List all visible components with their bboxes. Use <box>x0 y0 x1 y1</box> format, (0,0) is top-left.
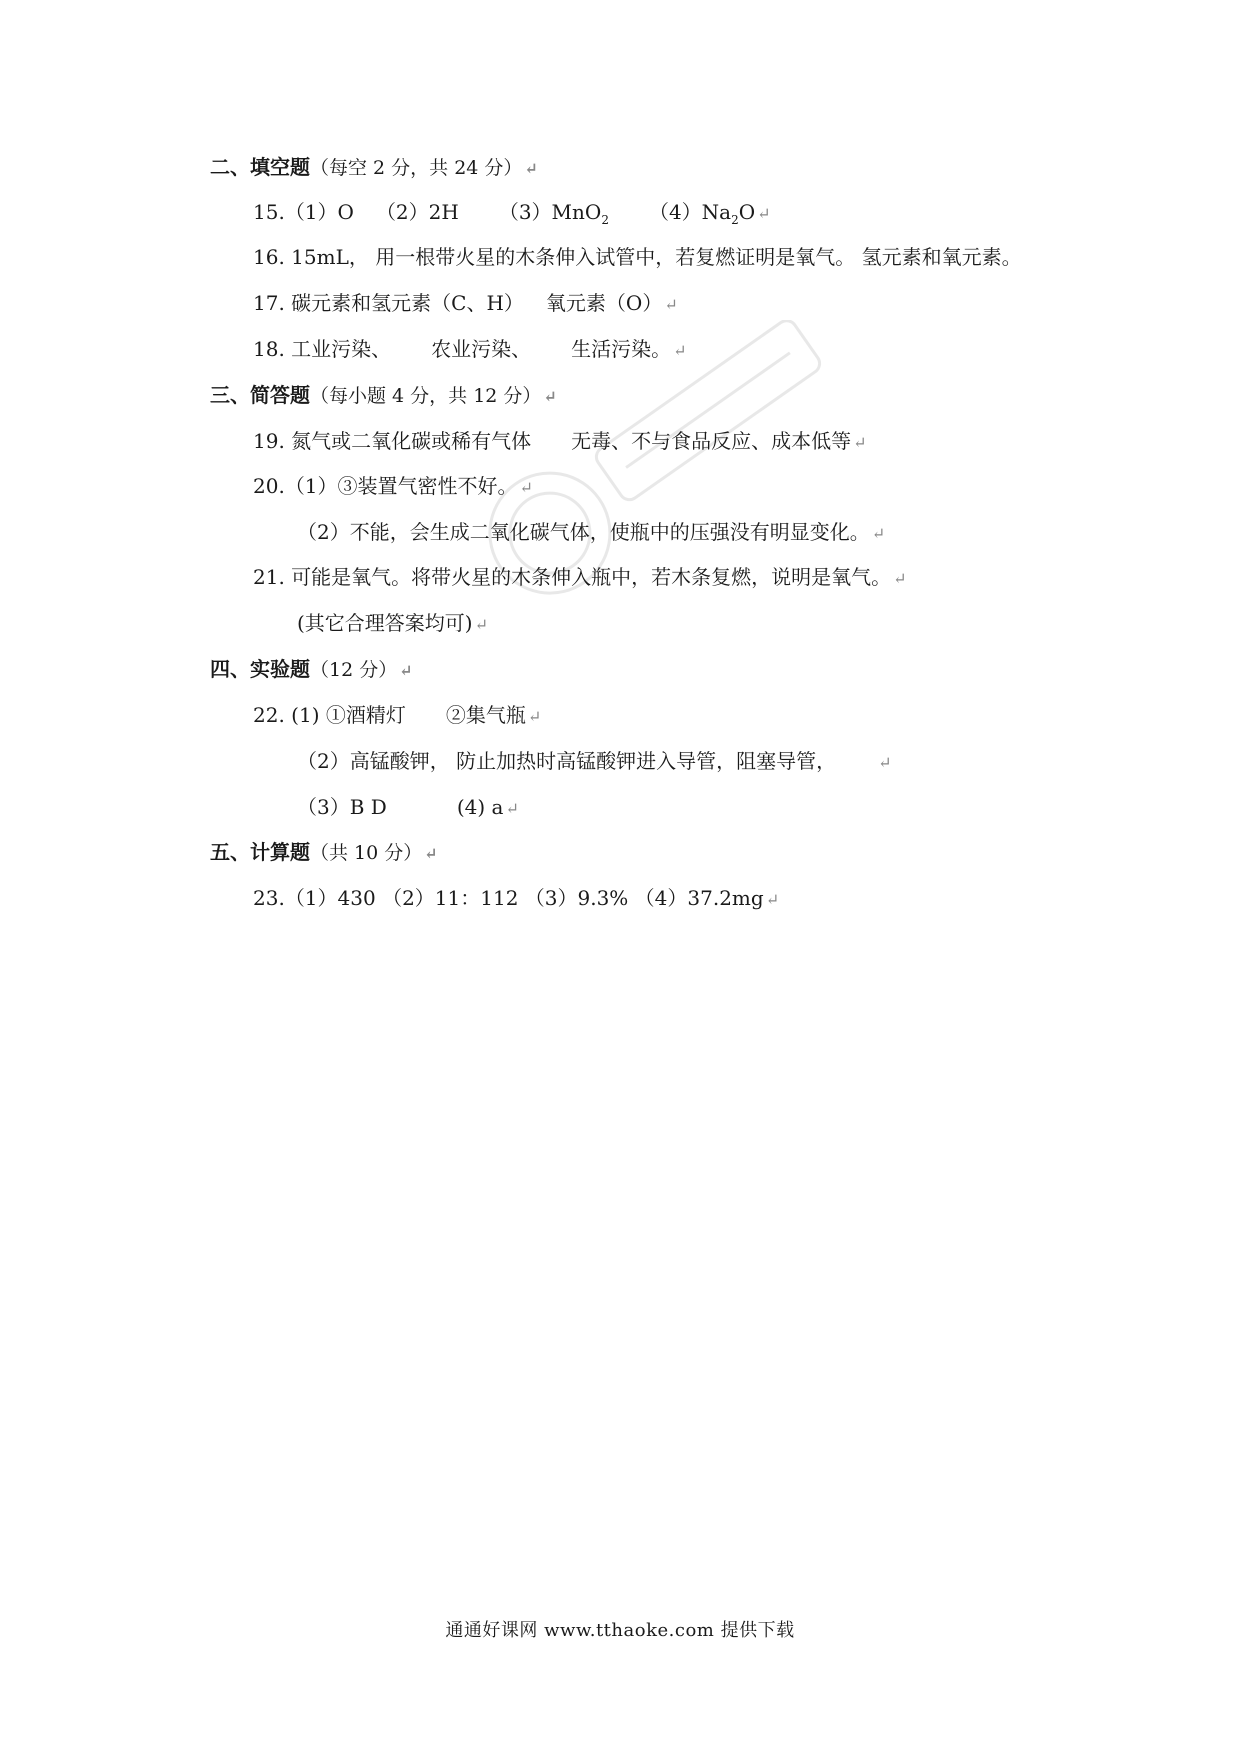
answer-part: (1) ①酒精灯 <box>291 703 406 727</box>
question-number: 23. <box>253 886 285 910</box>
answer-text: 可能是氧气。将带火星的木条伸入瓶中，若木条复燃，说明是氧气。 <box>291 565 892 589</box>
answer-18 <box>253 335 687 365</box>
section-note: （共 10 分） <box>310 842 423 864</box>
paragraph-mark-icon: ↵ <box>505 799 519 818</box>
answer-text: （1）③装置气密性不好。 <box>284 474 518 498</box>
paragraph-mark-icon: ↵ <box>871 524 886 543</box>
paragraph-mark-icon: ↵ <box>474 615 489 634</box>
section-note: （每空 2 分，共 24 分） <box>310 157 523 179</box>
section-title: 五、计算题 <box>210 840 310 864</box>
subscript: 2 <box>731 213 739 227</box>
answer-part: 工业污染、 <box>291 337 392 361</box>
answer-part: 氮气或二氧化碳或稀有气体 <box>291 429 532 453</box>
answer-part: （3）B D <box>297 795 387 819</box>
section-note: （12 分） <box>310 659 398 681</box>
answer-16 <box>253 243 1022 271</box>
question-number: 18. <box>253 337 285 361</box>
paragraph-mark-icon: ↵ <box>399 661 413 680</box>
paragraph-mark-icon: ↵ <box>519 478 533 497</box>
answer-19 <box>253 427 867 457</box>
paragraph-mark-icon: ↵ <box>673 341 687 360</box>
section-title: 四、实验题 <box>210 657 310 681</box>
question-number: 17. <box>253 291 285 315</box>
section-short-answer-heading <box>210 381 557 411</box>
answer-text: （1）430 （2）11：112 （3）9.3% （4）37.2mg <box>284 886 764 910</box>
answer-part: (4) a <box>456 795 504 819</box>
paragraph-mark-icon: ↵ <box>853 433 867 452</box>
section-title: 三、简答题 <box>210 383 310 407</box>
answer-22-part2 <box>297 747 892 777</box>
paragraph-mark-icon: ↵ <box>893 569 907 588</box>
answer-part: 氧元素（O） <box>545 291 663 315</box>
paragraph-mark-icon: ↵ <box>878 753 892 772</box>
paragraph-mark-icon: ↵ <box>424 844 438 863</box>
answer-17 <box>253 289 678 319</box>
answer-15 <box>253 198 771 234</box>
question-number: 21. <box>253 565 285 589</box>
answer-text: (其它合理答案均可) <box>297 611 473 635</box>
answer-text: （2）高锰酸钾， 防止加热时高锰酸钾进入导管，阻塞导管， <box>297 749 837 773</box>
paragraph-mark-icon: ↵ <box>524 159 538 178</box>
section-calculation-heading <box>210 838 438 868</box>
question-number: 15. <box>253 200 285 224</box>
answer-part: （2）2H <box>375 200 459 224</box>
answer-21 <box>253 563 907 593</box>
answer-part: 农业污染、 <box>431 337 532 361</box>
paragraph-mark-icon: ↵ <box>543 387 557 406</box>
subscript: 2 <box>601 213 609 227</box>
answer-part: O <box>738 200 756 224</box>
answer-20-part1 <box>253 472 533 502</box>
question-number: 19. <box>253 429 285 453</box>
paragraph-mark-icon: ↵ <box>757 204 771 223</box>
answer-part: ②集气瓶 <box>445 703 526 727</box>
answer-part: 生活污染。 <box>571 337 672 361</box>
question-number: 22. <box>253 703 285 727</box>
question-number: 16. <box>253 245 285 269</box>
section-title: 二、填空题 <box>210 155 310 179</box>
answer-part: 碳元素和氢元素（C、H） <box>291 291 524 315</box>
answer-text: 15mL， 用一根带火星的木条伸入试管中，若复燃证明是氧气。 氢元素和氧元素。 <box>291 245 1022 269</box>
answer-22-part1 <box>253 701 541 731</box>
paragraph-mark-icon: ↵ <box>765 890 780 909</box>
section-note: （每小题 4 分，共 12 分） <box>310 385 542 407</box>
section-fill-blank-heading <box>210 153 538 183</box>
paragraph-mark-icon: ↵ <box>664 295 678 314</box>
answer-part: （4）Na <box>648 200 732 224</box>
answer-text: （2）不能，会生成二氧化碳气体，使瓶中的压强没有明显变化。 <box>297 520 870 544</box>
paragraph-mark-icon: ↵ <box>527 707 542 726</box>
answer-part: （1）O <box>284 200 354 224</box>
page-footer: 通通好课网 www.tthaoke.com 提供下载 <box>445 1620 795 1641</box>
section-experiment-heading <box>210 655 413 685</box>
answer-part: 无毒、不与食品反应、成本低等 <box>571 429 852 453</box>
answer-23 <box>253 884 779 914</box>
answer-22-part3 <box>297 793 519 823</box>
answer-20-part2 <box>297 518 885 548</box>
answer-part: （3）MnO <box>498 200 602 224</box>
question-number: 20. <box>253 474 285 498</box>
answer-21-note <box>297 609 488 639</box>
